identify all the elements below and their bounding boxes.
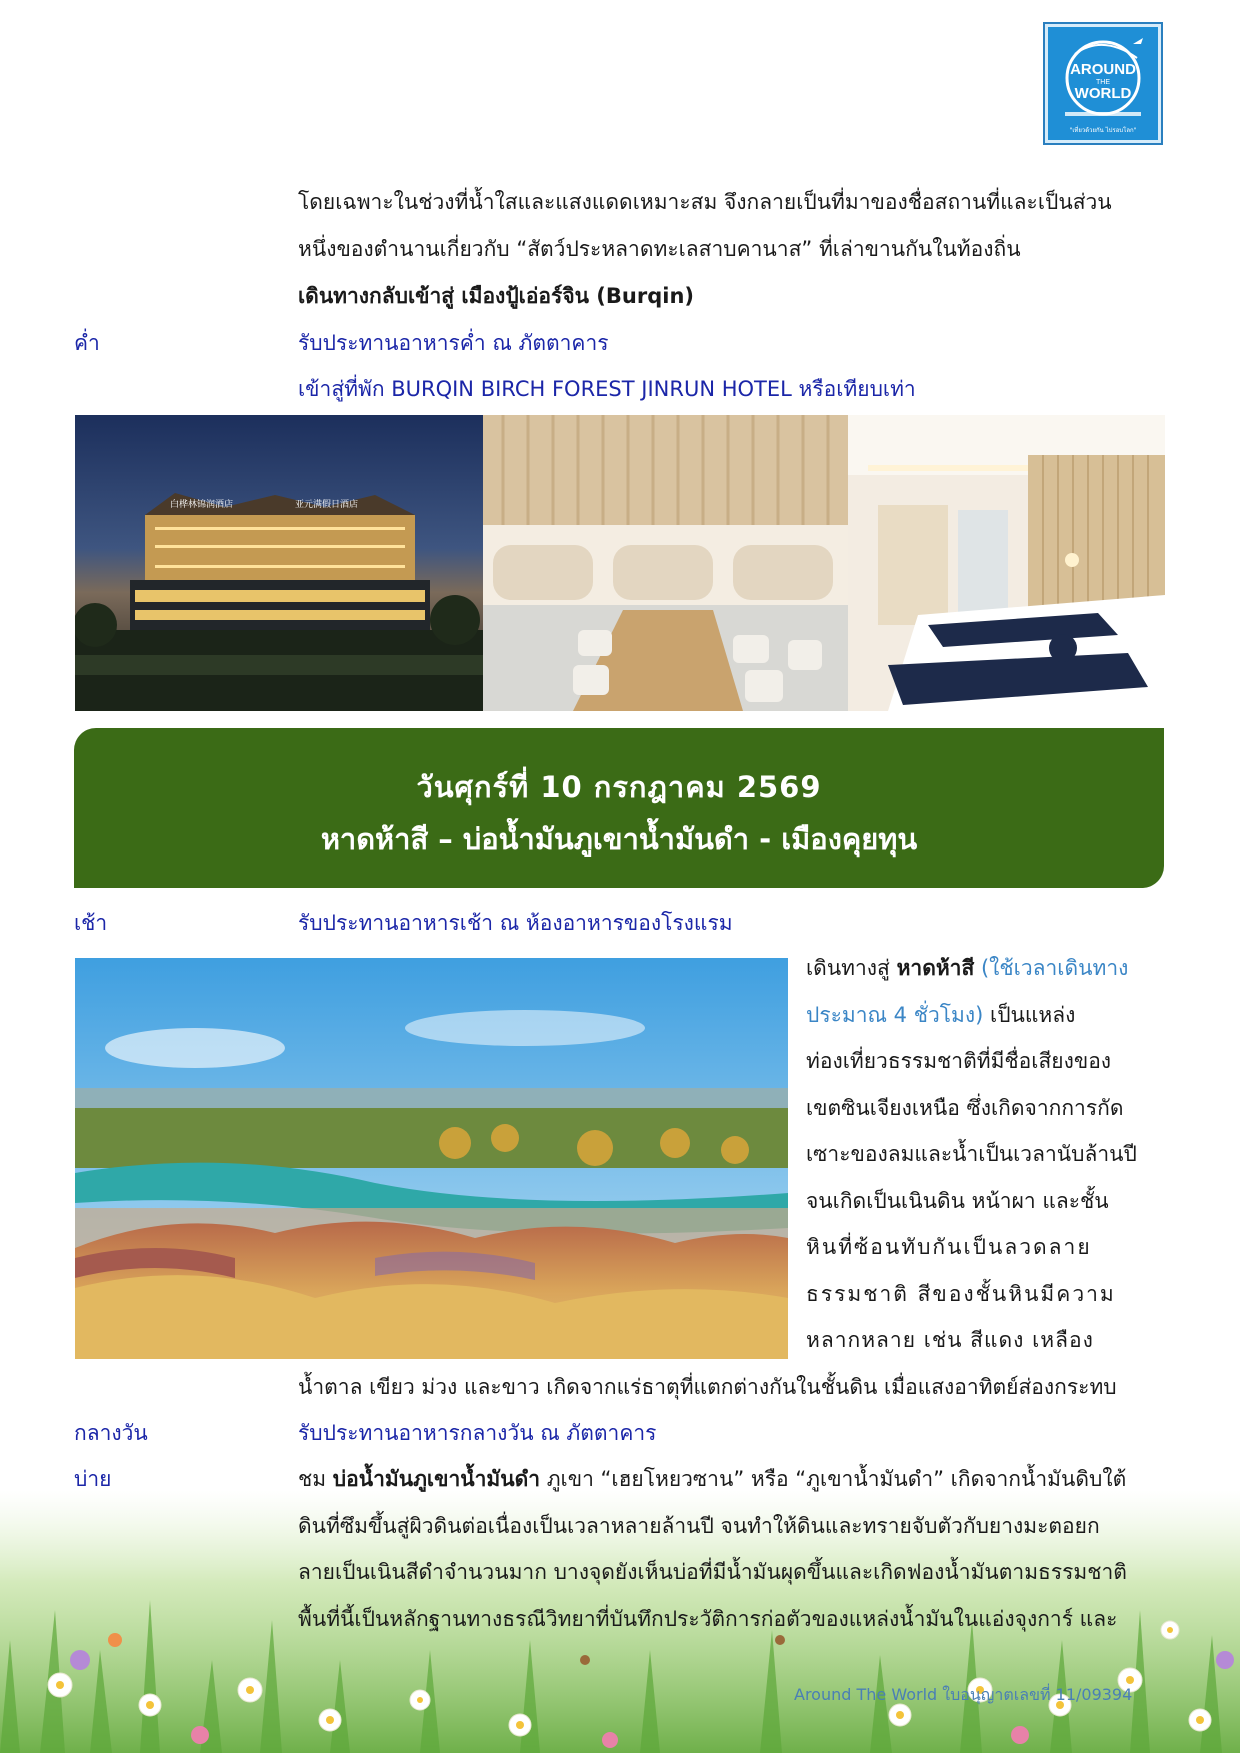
breakfast-label: เช้า [74,911,108,935]
lunch-text: รับประทานอาหารกลางวัน ณ ภัตตาคาร [298,1421,657,1445]
hotel-text: เข้าสู่ที่พัก BURQIN BIRCH FOREST JINRUN HOTEL หรือเทียบเท่า [298,377,916,401]
intro-line-1: โดยเฉพาะในช่วงที่น้ำใสและแสงแดดเหมาะสม จึงกลายเป็นที่มาของชื่อสถานที่และเป็นส่วน [298,190,1112,214]
logo-text-world: WORLD [1074,85,1132,102]
beach-line-6: จนเกิดเป็นเนินดิน หน้าผา และชั้น [806,1189,1109,1213]
beach-line-9: หลากหลาย เช่น สีแดง เหลือง [806,1328,1094,1352]
hotel-restaurant-photo [483,415,848,711]
beach-line-3: ท่องเที่ยวธรรมชาติที่มีชื่อเสียงของ [806,1049,1112,1073]
beach-note-a: (ใช้เวลาเดินทาง [974,956,1129,980]
afternoon-label: บ่าย [74,1467,112,1491]
lunch-label: กลางวัน [74,1421,148,1445]
breakfast-text: รับประทานอาหารเช้า ณ ห้องอาหารของโรงแรม [298,911,733,935]
logo-tagline: "เที่ยวด้วยกัน ไปรอบโลก" [1069,127,1137,134]
beach-line-10: น้ำตาล เขียว ม่วง และขาว เกิดจากแร่ธาตุที่แตกต่างกันในชั้นดิน เมื่อแสงอาทิตย์ส่องกระทบ [298,1375,1117,1399]
afternoon-prefix: ชม [298,1467,333,1491]
afternoon-line-1-rest: ภูเขา “เฮยโหยวซาน” หรือ “ภูเขาน้ำมันดำ” เกิดจากน้ำมันดิบใต้ [540,1467,1127,1491]
license-footer: Around The World ใบอนุญาตเลขที่ 11/09394 [794,1685,1133,1704]
dinner-text: รับประทานอาหารค่ำ ณ ภัตตาคาร [298,331,609,355]
beach-line-8: ธรรมชาติ สีของชั้นหินมีความ [806,1282,1116,1306]
hotel-sign-2: 亚元满假日酒店 [295,500,359,510]
day-date: วันศุกร์ที่ 10 กรกฎาคม 2569 [416,770,822,804]
beach-line-7: หินที่ซ้อนทับกันเป็นลวดลาย [806,1235,1092,1259]
afternoon-line-1 [298,1456,1126,1503]
beach-line-1 [806,945,1151,992]
beach-line-2-rest: เป็นแหล่ง [983,1003,1076,1027]
colorful-beach-photo [75,958,788,1359]
beach-line-5: เซาะของลมและน้ำเป็นเวลานับล้านปี [806,1142,1137,1166]
logo-text-around: AROUND [1070,61,1136,78]
logo-text-the: THE [1096,79,1110,86]
afternoon-line-2: ดินที่ซึมขึ้นสู่ผิวดินต่อเนื่องเป็นเวลาหลายล้านปี จนทำให้ดินและทรายจับตัวกับยางมะตอยก [298,1514,1100,1538]
afternoon-line-3: ลายเป็นเนินสีดำจำนวนมาก บางจุดยังเห็นบ่อที่มีน้ำมันผุดขึ้นและเกิดฟองน้ำมันตามธรรมชาติ [298,1560,1127,1584]
hotel-photo-strip [75,415,1165,711]
intro-line-3: เดินทางกลับเข้าสู่ เมืองปู้เอ่อร์จิน (Burqin) [298,284,694,308]
intro-line-2: หนึ่งของตำนานเกี่ยวกับ “สัตว์ประหลาดทะเลสาบคานาส” ที่เล่าขานกันในท้องถิ่น [298,237,1021,261]
beach-note-b: ประมาณ 4 ชั่วโมง) [806,1003,984,1027]
company-logo [1043,22,1163,145]
dinner-label: ค่ำ [74,331,100,355]
beach-line-4: เขตซินเจียงเหนือ ซึ่งเกิดจากการกัด [806,1096,1124,1120]
hotel-room-photo [848,415,1165,711]
beach-line-2 [806,992,1151,1039]
day-banner [74,728,1164,888]
beach-name: หาดห้าสี [896,956,975,980]
beach-prefix: เดินทางสู่ [806,956,897,980]
day-route: หาดห้าสี – บ่อน้ำมันภูเขาน้ำมันดำ - เมืองคุยทุน [320,822,918,856]
hotel-exterior-photo [75,415,483,711]
hotel-sign-1: 白桦林锦润酒店 [170,500,234,510]
oil-mountain-name: บ่อน้ำมันภูเขาน้ำมันดำ [332,1467,541,1491]
afternoon-line-4: พื้นที่นี้เป็นหลักฐานทางธรณีวิทยาที่บันทึกประวัติการก่อตัวของแหล่งน้ำมันในแอ่งจุงการ์ และ [298,1607,1118,1631]
